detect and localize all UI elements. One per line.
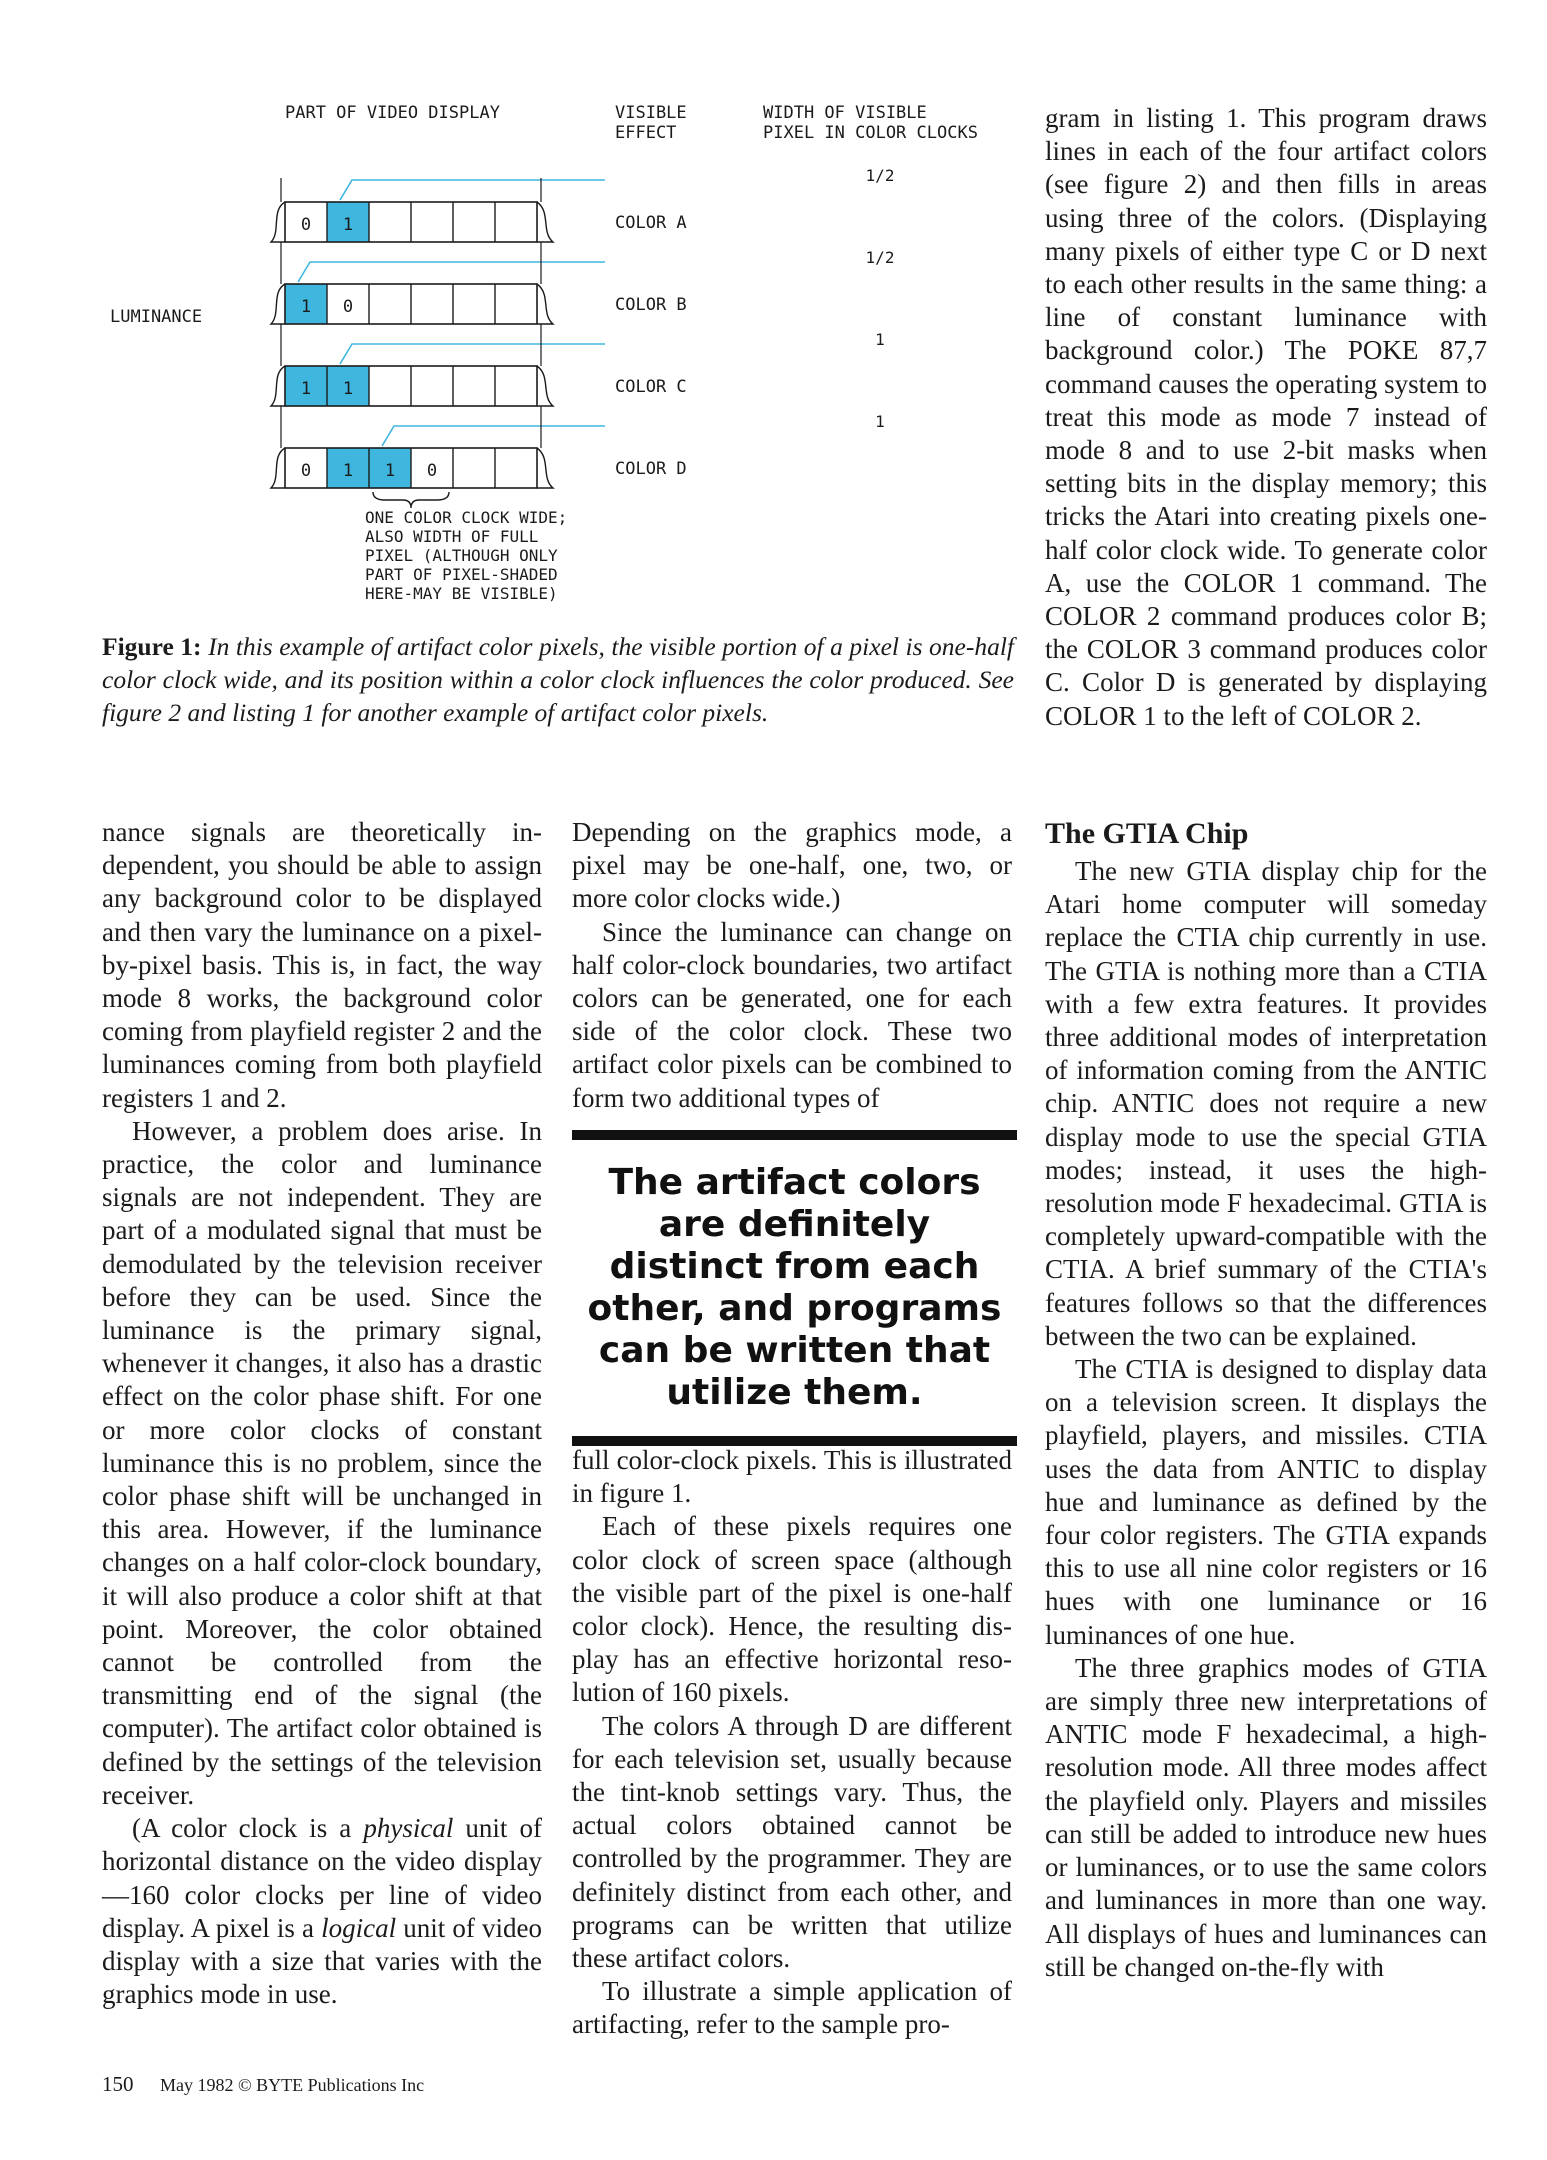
paragraph: To illustrate a simple application of artifacting, refer to the sample pro-	[572, 1976, 1012, 2040]
cell-value: 0	[426, 461, 438, 481]
paragraph: The colors A through D are different for each television set, usually because the tint-knob settings vary. Thus, the actual colors obtained cannot be controlled by the programmer. They are definitely distinct from each other, and programs can be written that utilize these artifact colors.	[572, 1710, 1012, 1974]
visible-effect-label: COLOR A	[615, 213, 687, 233]
cell-value: 1	[342, 461, 354, 481]
row-edge-left	[271, 284, 285, 324]
row-edge-right	[537, 284, 553, 324]
header-visible-2: EFFECT	[615, 123, 677, 143]
row-edge-right	[537, 202, 553, 242]
section-heading: The GTIA Chip	[1045, 817, 1249, 850]
header-display: PART OF VIDEO DISPLAY	[285, 103, 500, 123]
column-2-bottom	[572, 1444, 1012, 2042]
emphasis: logical	[321, 1912, 397, 1943]
row-edge-left	[271, 448, 285, 488]
pointer-line	[298, 262, 605, 282]
page-footer	[102, 2072, 424, 2097]
pixel-width-value: 1	[875, 330, 885, 349]
paragraph: The new GTIA display chip for the Atari home computer will someday replace the CTIA chip currently in use. The GTIA is nothing more than a CTIA with a few extra features. It provides three additional modes of interpretation of information coming from the ANTIC chip. ANTIC does not require a new display mode to use the special GTIA modes; instead, it uses the high-resolution mode F hexadecimal. GTIA is completely upward-compatible with the CTIA. A brief summary of the CTIA's features follows so that the differences between the two can be explained.	[1045, 856, 1487, 1351]
cell-value: 0	[300, 215, 312, 235]
pointer-line	[340, 180, 605, 200]
paragraph: Depending on the graphics mode, a pixel may be one-half, one, two, or more color clocks wide.)	[572, 817, 1012, 914]
cell-value: 1	[342, 215, 354, 235]
luminance-label: LUMINANCE	[110, 307, 203, 327]
color-clock-note	[365, 508, 567, 603]
row-edge-left	[271, 202, 285, 242]
cell-value: 1	[300, 297, 312, 317]
cell-value: 0	[300, 461, 312, 481]
cell-value: 0	[342, 297, 354, 317]
paragraph: Each of these pixels requires one color clock of screen space (although the visible part of the pixel is one-half color clock). Hence, the resulting display has an effective horizontal resolution of 160 pixels.	[572, 1511, 1012, 1708]
right-column-top	[1045, 102, 1487, 733]
row-edge-right	[537, 448, 553, 488]
pixel-width-value: 1	[875, 412, 885, 431]
paragraph: Since the luminance can change on half color-clock boundaries, two artifact colors can be generated, one for each side of the color clock. These two artifact color pixels can be combined to form two additional types of	[572, 916, 1012, 1113]
note-line: ALSO WIDTH OF FULL	[365, 527, 539, 546]
text-run: (A color clock is a	[132, 1813, 364, 1844]
pull-quote	[572, 1130, 1017, 1446]
caption-label: Figure 1:	[102, 632, 202, 661]
paragraph: The CTIA is designed to display data on a television screen. It displays the playfield, players, and missiles. CTIA uses the data from ANTIC to display hue and luminance as defined by the four color registers. The GTIA expands this to use all nine color registers or 16 hues with one luminance or 16 luminances of one hue.	[1045, 1354, 1487, 1650]
note-line: HERE-MAY BE VISIBLE)	[365, 584, 558, 603]
color-clock-brace	[373, 492, 449, 508]
paragraph: However, a problem does arise. In practice, the color and luminance signals are not independent. They are part of a modulated signal that must be demodulated by the television receiver before they can be used. Since the luminance is the primary signal, whenever it changes, it also has a drastic effect on the color phase shift. For one or more color clocks of constant luminance this is no problem, since the color phase shift will be unchanged in this area. However, if the luminance changes on a half color-clock boundary, it will also produce a color shift at that point. Moreover, the color obtained cannot be controlled from the transmitting end of the signal (the computer). The artifact color obtained is defined by the settings of the television receiver.	[102, 1115, 542, 1810]
pull-quote-text: The artifact colors are definitely distinct from each other, and programs can be written that utilize them.	[587, 1162, 1002, 1413]
text-run: unit of horizontal distance on the video display—160 color clocks per line of video display. A pixel is a	[102, 1813, 542, 1943]
pull-quote-rule-top	[572, 1130, 1017, 1140]
paragraph: nance signals are theoretically independent, you should be able to assign any background color to be displayed and then vary the luminance on a pixel-by-pixel basis. This is, in fact, the way mode 8 works, the background color coming from playfield register 2 and the luminances coming from both playfield registers 1 and 2.	[102, 817, 542, 1113]
column-2-top	[572, 816, 1012, 1115]
pointer-line	[382, 426, 605, 446]
column-3	[1045, 816, 1487, 1984]
cell-value: 1	[342, 379, 354, 399]
header-width-2: PIXEL IN COLOR CLOCKS	[763, 123, 978, 143]
pointer-line	[340, 344, 605, 364]
paragraph: gram in listing 1. This program draws lines in each of the four artifact colors (see figure 2) and then fills in areas using three of the colors. (Displaying many pixels of either type C or D next to each other results in the same thing: a line of constant luminance with background color.) The POKE 87,7 command causes the operating system to treat this mode as mode 7 instead of mode 8 and to use 2-bit masks when setting bits in the display memory; this tricks the Atari into creating pixels one-half color clock wide. To generate color A, use the COLOR 1 command. The COLOR 2 command produces color B; the COLOR 3 command produces color C. Color D is generated by displaying COLOR 1 to the left of COLOR 2.	[1045, 103, 1487, 731]
column-1	[102, 816, 542, 2011]
cell-value: 1	[384, 461, 396, 481]
pixel-width-value: 1/2	[865, 248, 895, 267]
footer-text: May 1982 © BYTE Publications Inc	[160, 2075, 425, 2095]
figure-1-diagram	[100, 100, 1000, 620]
text-run: unit of video display with a size that varies with the graphics mode in use.	[102, 1912, 542, 2010]
paragraph: The three graphics modes of GTIA are simply three new interpretations of ANTIC mode F hexadecimal, a high-resolution mode. All three modes affect the playfield only. Players and missiles can still be added to introduce new hues or luminances, or to use the same colors and luminances in more than one way. All displays of hues and luminances can still be changed on-the-fly with	[1045, 1652, 1487, 1982]
visible-effect-label: COLOR B	[615, 295, 687, 315]
cell-value: 1	[300, 379, 312, 399]
paragraph	[102, 1812, 542, 2011]
header-visible-1: VISIBLE	[615, 103, 687, 123]
visible-effect-label: COLOR C	[615, 377, 687, 397]
page-number: 150	[102, 2072, 134, 2096]
pixel-grid	[271, 166, 894, 508]
visible-effect-label: COLOR D	[615, 459, 687, 479]
note-line: ONE COLOR CLOCK WIDE;	[365, 508, 568, 527]
pixel-width-value: 1/2	[865, 166, 895, 185]
paragraph: full color-clock pixels. This is illustrated in figure 1.	[572, 1445, 1012, 1509]
row-edge-left	[271, 366, 285, 406]
note-line: PIXEL (ALTHOUGH ONLY	[365, 546, 558, 565]
row-edge-right	[537, 366, 553, 406]
emphasis: physical	[363, 1813, 454, 1844]
header-width-1: WIDTH OF VISIBLE	[763, 103, 927, 123]
figure-caption	[102, 630, 1014, 729]
caption-text: In this example of artifact color pixels, the visible portion of a pixel is one-half color clock wide, and its position within a color clock influences the color produced. See figure 2 and listing 1 for another example of artifact color pixels.	[102, 632, 1015, 727]
note-line: PART OF PIXEL-SHADED	[365, 565, 558, 584]
